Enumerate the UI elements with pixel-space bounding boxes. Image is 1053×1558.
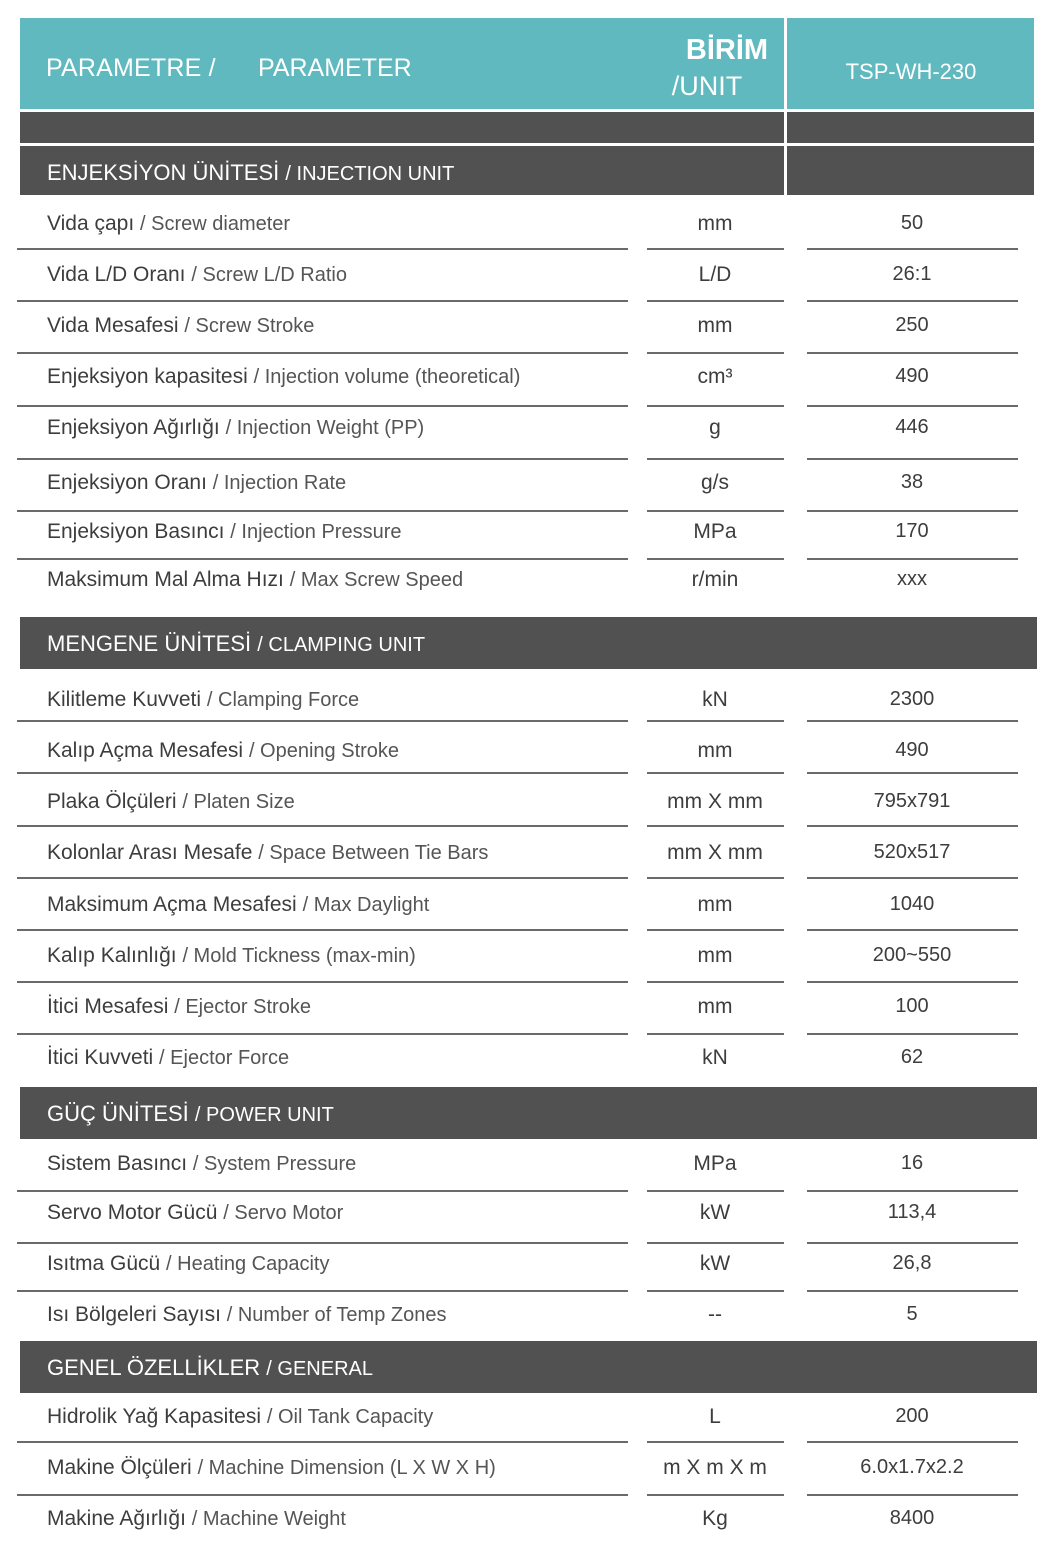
param-label bbox=[47, 688, 359, 712]
unit-cell: kW bbox=[699, 1252, 731, 1275]
unit-cell: Kg bbox=[702, 1507, 728, 1530]
param-tr: Hidrolik Yağ Kapasitesi bbox=[47, 1405, 261, 1428]
section-header bbox=[20, 617, 1037, 669]
param-en: / Ejector Force bbox=[159, 1047, 290, 1069]
header-param-en: PARAMETER bbox=[258, 54, 412, 82]
param-label bbox=[47, 1405, 433, 1429]
section-title-en: / INJECTION UNIT bbox=[285, 163, 455, 185]
row-divider bbox=[647, 405, 784, 407]
param-tr: Makine Ağırlığı bbox=[47, 1507, 186, 1530]
value-cell: 490 bbox=[895, 739, 929, 761]
row-divider bbox=[647, 352, 784, 354]
param-label bbox=[47, 739, 399, 763]
unit-cell: L bbox=[709, 1405, 721, 1428]
header-model: TSP-WH-230 bbox=[845, 59, 977, 84]
value-cell: 8400 bbox=[889, 1507, 935, 1529]
param-tr: Vida Mesafesi bbox=[47, 314, 179, 337]
section-title-en: / POWER UNIT bbox=[194, 1104, 334, 1126]
unit-cell: kW bbox=[699, 1201, 731, 1224]
param-tr: Isıtma Gücü bbox=[47, 1252, 161, 1275]
value-cell: 2300 bbox=[889, 688, 935, 710]
row-divider bbox=[807, 248, 1018, 250]
param-label bbox=[47, 212, 290, 236]
param-label bbox=[47, 1152, 356, 1176]
param-en: / Ejector Stroke bbox=[174, 996, 311, 1018]
row-divider bbox=[807, 1494, 1018, 1496]
param-en: / Oil Tank Capacity bbox=[266, 1406, 434, 1428]
row-divider bbox=[807, 772, 1018, 774]
unit-cell: mm bbox=[697, 212, 733, 235]
section-model-block bbox=[787, 146, 1034, 195]
row-divider bbox=[807, 1242, 1018, 1244]
unit-cell: kN bbox=[702, 1046, 728, 1069]
param-label bbox=[47, 1046, 289, 1070]
param-tr: Kolonlar Arası Mesafe bbox=[47, 841, 253, 864]
value-cell: 26,8 bbox=[892, 1252, 932, 1274]
param-label bbox=[47, 1303, 446, 1327]
row-divider bbox=[807, 558, 1018, 560]
row-divider bbox=[17, 929, 628, 931]
param-en: / Injection Pressure bbox=[230, 521, 402, 543]
row-divider bbox=[807, 352, 1018, 354]
param-label bbox=[47, 790, 295, 814]
param-label bbox=[47, 263, 347, 287]
section-title-en: / GENERAL bbox=[266, 1358, 373, 1380]
row-divider bbox=[647, 825, 784, 827]
row-divider bbox=[647, 300, 784, 302]
row-divider bbox=[807, 981, 1018, 983]
value-cell: 520x517 bbox=[873, 841, 951, 863]
value-cell: 200 bbox=[895, 1405, 929, 1427]
param-tr: Maksimum Mal Alma Hızı bbox=[47, 568, 284, 591]
param-label bbox=[47, 416, 424, 440]
row-divider bbox=[807, 825, 1018, 827]
unit-cell: L/D bbox=[698, 263, 732, 286]
row-divider bbox=[807, 720, 1018, 722]
row-divider bbox=[17, 877, 628, 879]
section-title-tr: ENJEKSİYON ÜNİTESİ bbox=[47, 160, 280, 185]
section-title-en: / CLAMPING UNIT bbox=[257, 634, 426, 656]
row-divider bbox=[807, 929, 1018, 931]
unit-cell: mm bbox=[697, 995, 733, 1018]
row-divider bbox=[647, 981, 784, 983]
unit-cell: kN bbox=[702, 688, 728, 711]
header-unit-tr: BİRİM bbox=[685, 34, 769, 66]
param-en: / Machine Weight bbox=[191, 1508, 346, 1530]
param-tr: Enjeksiyon Oranı bbox=[47, 471, 207, 494]
param-tr: Servo Motor Gücü bbox=[47, 1201, 218, 1224]
value-cell: 170 bbox=[895, 520, 929, 542]
row-divider bbox=[807, 458, 1018, 460]
param-en: / Servo Motor bbox=[223, 1202, 344, 1224]
param-en: / Clamping Force bbox=[206, 689, 360, 711]
param-label bbox=[47, 995, 311, 1019]
row-divider bbox=[17, 510, 628, 512]
value-cell: 113,4 bbox=[887, 1201, 937, 1223]
row-divider bbox=[17, 1190, 628, 1192]
param-label bbox=[47, 471, 346, 495]
value-cell: 38 bbox=[900, 471, 924, 493]
param-tr: Maksimum Açma Mesafesi bbox=[47, 893, 297, 916]
value-cell: 16 bbox=[900, 1152, 924, 1174]
row-divider bbox=[647, 510, 784, 512]
row-divider bbox=[647, 720, 784, 722]
row-divider bbox=[807, 1290, 1018, 1292]
row-divider bbox=[17, 1441, 628, 1443]
param-label bbox=[47, 1201, 343, 1225]
row-divider bbox=[647, 1190, 784, 1192]
param-tr: Kilitleme Kuvveti bbox=[47, 688, 202, 711]
row-divider bbox=[807, 1190, 1018, 1192]
section-title-tr: MENGENE ÜNİTESİ bbox=[47, 631, 252, 656]
row-divider bbox=[17, 300, 628, 302]
row-divider bbox=[807, 405, 1018, 407]
param-label bbox=[47, 568, 463, 592]
unit-cell: MPa bbox=[693, 520, 737, 543]
unit-cell: cm³ bbox=[697, 365, 733, 388]
row-divider bbox=[17, 1242, 628, 1244]
header-divider bbox=[784, 18, 787, 195]
row-divider bbox=[17, 248, 628, 250]
param-en: / System Pressure bbox=[192, 1153, 357, 1175]
param-tr: İtici Kuvveti bbox=[47, 1046, 154, 1069]
row-divider bbox=[17, 981, 628, 983]
param-en: / Max Screw Speed bbox=[289, 569, 464, 591]
unit-cell: r/min bbox=[691, 568, 739, 591]
param-tr: Isı Bölgeleri Sayısı bbox=[47, 1303, 221, 1326]
param-label bbox=[47, 1507, 346, 1531]
param-tr: Vida çapı bbox=[47, 212, 135, 235]
unit-cell: MPa bbox=[693, 1152, 737, 1175]
value-cell: 1040 bbox=[889, 893, 935, 915]
header-unit-en: /UNIT bbox=[671, 71, 743, 101]
param-tr: Makine Ölçüleri bbox=[47, 1456, 192, 1479]
unit-cell: mm X mm bbox=[667, 790, 763, 813]
param-tr: Sistem Basıncı bbox=[47, 1152, 188, 1175]
row-divider bbox=[647, 877, 784, 879]
row-divider bbox=[17, 825, 628, 827]
section-header bbox=[20, 1087, 1037, 1139]
row-divider bbox=[647, 1290, 784, 1292]
param-en: / Injection Rate bbox=[212, 472, 347, 494]
row-divider bbox=[17, 558, 628, 560]
param-label bbox=[47, 1456, 496, 1480]
value-cell: 200~550 bbox=[872, 944, 952, 966]
param-tr: Enjeksiyon Ağırlığı bbox=[47, 416, 220, 439]
row-divider bbox=[17, 1290, 628, 1292]
row-divider bbox=[807, 510, 1018, 512]
value-cell: 100 bbox=[895, 995, 929, 1017]
param-en: / Injection volume (theoretical) bbox=[253, 366, 521, 388]
param-label bbox=[47, 1252, 329, 1276]
row-divider bbox=[807, 1033, 1018, 1035]
param-en: / Number of Temp Zones bbox=[226, 1304, 447, 1326]
param-tr: Enjeksiyon kapasitesi bbox=[47, 365, 248, 388]
unit-cell: -- bbox=[708, 1303, 722, 1326]
param-en: / Max Daylight bbox=[302, 894, 430, 916]
value-cell: 250 bbox=[895, 314, 929, 336]
param-label bbox=[47, 944, 416, 968]
param-tr: Plaka Ölçüleri bbox=[47, 790, 177, 813]
unit-cell: mm bbox=[697, 739, 733, 762]
value-cell: xxx bbox=[897, 568, 927, 590]
section-title-tr: GÜÇ ÜNİTESİ bbox=[47, 1101, 189, 1126]
value-cell: 6.0x1.7x2.2 bbox=[860, 1456, 964, 1478]
table-header bbox=[20, 18, 1034, 109]
param-label bbox=[47, 314, 314, 338]
header-param-tr: PARAMETRE / bbox=[46, 54, 216, 82]
param-en: / Platen Size bbox=[182, 791, 295, 813]
param-en: / Machine Dimension (L X W X H) bbox=[197, 1457, 496, 1479]
unit-cell: mm bbox=[697, 314, 733, 337]
unit-cell: m X m X m bbox=[663, 1456, 767, 1479]
row-divider bbox=[647, 458, 784, 460]
unit-cell: mm X mm bbox=[667, 841, 763, 864]
param-en: / Mold Tickness (max-min) bbox=[182, 945, 416, 967]
row-divider bbox=[647, 1494, 784, 1496]
row-divider bbox=[17, 1494, 628, 1496]
row-divider bbox=[647, 558, 784, 560]
value-cell: 5 bbox=[906, 1303, 918, 1325]
section-header bbox=[20, 1341, 1037, 1393]
param-tr: Enjeksiyon Basıncı bbox=[47, 520, 225, 543]
value-cell: 50 bbox=[900, 212, 924, 234]
param-en: / Injection Weight (PP) bbox=[225, 417, 425, 439]
param-tr: Kalıp Açma Mesafesi bbox=[47, 739, 244, 762]
unit-cell: mm bbox=[697, 944, 733, 967]
param-tr: Vida L/D Oranı bbox=[47, 263, 186, 286]
header-hdivider bbox=[20, 109, 1034, 112]
param-tr: Kalıp Kalınlığı bbox=[47, 944, 177, 967]
row-divider bbox=[647, 929, 784, 931]
param-en: / Heating Capacity bbox=[166, 1253, 330, 1275]
row-divider bbox=[17, 352, 628, 354]
unit-cell: mm bbox=[697, 893, 733, 916]
param-label bbox=[47, 365, 520, 389]
value-cell: 446 bbox=[895, 416, 929, 438]
row-divider bbox=[647, 772, 784, 774]
row-divider bbox=[807, 1441, 1018, 1443]
param-tr: İtici Mesafesi bbox=[47, 995, 169, 1018]
value-cell: 26:1 bbox=[892, 263, 932, 285]
header-spacer-bar bbox=[20, 112, 1034, 143]
row-divider bbox=[17, 720, 628, 722]
value-cell: 490 bbox=[895, 365, 929, 387]
row-divider bbox=[807, 300, 1018, 302]
value-cell: 795x791 bbox=[873, 790, 951, 812]
param-label bbox=[47, 520, 401, 544]
param-en: / Screw diameter bbox=[140, 213, 291, 235]
row-divider bbox=[647, 1242, 784, 1244]
unit-cell: g/s bbox=[700, 471, 729, 494]
param-en: / Space Between Tie Bars bbox=[258, 842, 489, 864]
row-divider bbox=[17, 772, 628, 774]
param-en: / Screw Stroke bbox=[184, 315, 315, 337]
row-divider bbox=[647, 1441, 784, 1443]
param-label bbox=[47, 893, 429, 917]
row-divider bbox=[17, 1033, 628, 1035]
row-divider bbox=[17, 458, 628, 460]
value-cell: 62 bbox=[900, 1046, 924, 1068]
param-en: / Screw L/D Ratio bbox=[191, 264, 347, 286]
row-divider bbox=[647, 248, 784, 250]
header-hdivider-2 bbox=[20, 143, 1034, 146]
row-divider bbox=[807, 877, 1018, 879]
param-label bbox=[47, 841, 488, 865]
param-en: / Opening Stroke bbox=[248, 740, 400, 762]
unit-cell: g bbox=[709, 416, 721, 439]
section-title-tr: GENEL ÖZELLİKLER bbox=[47, 1355, 261, 1380]
row-divider bbox=[17, 405, 628, 407]
row-divider bbox=[647, 1033, 784, 1035]
